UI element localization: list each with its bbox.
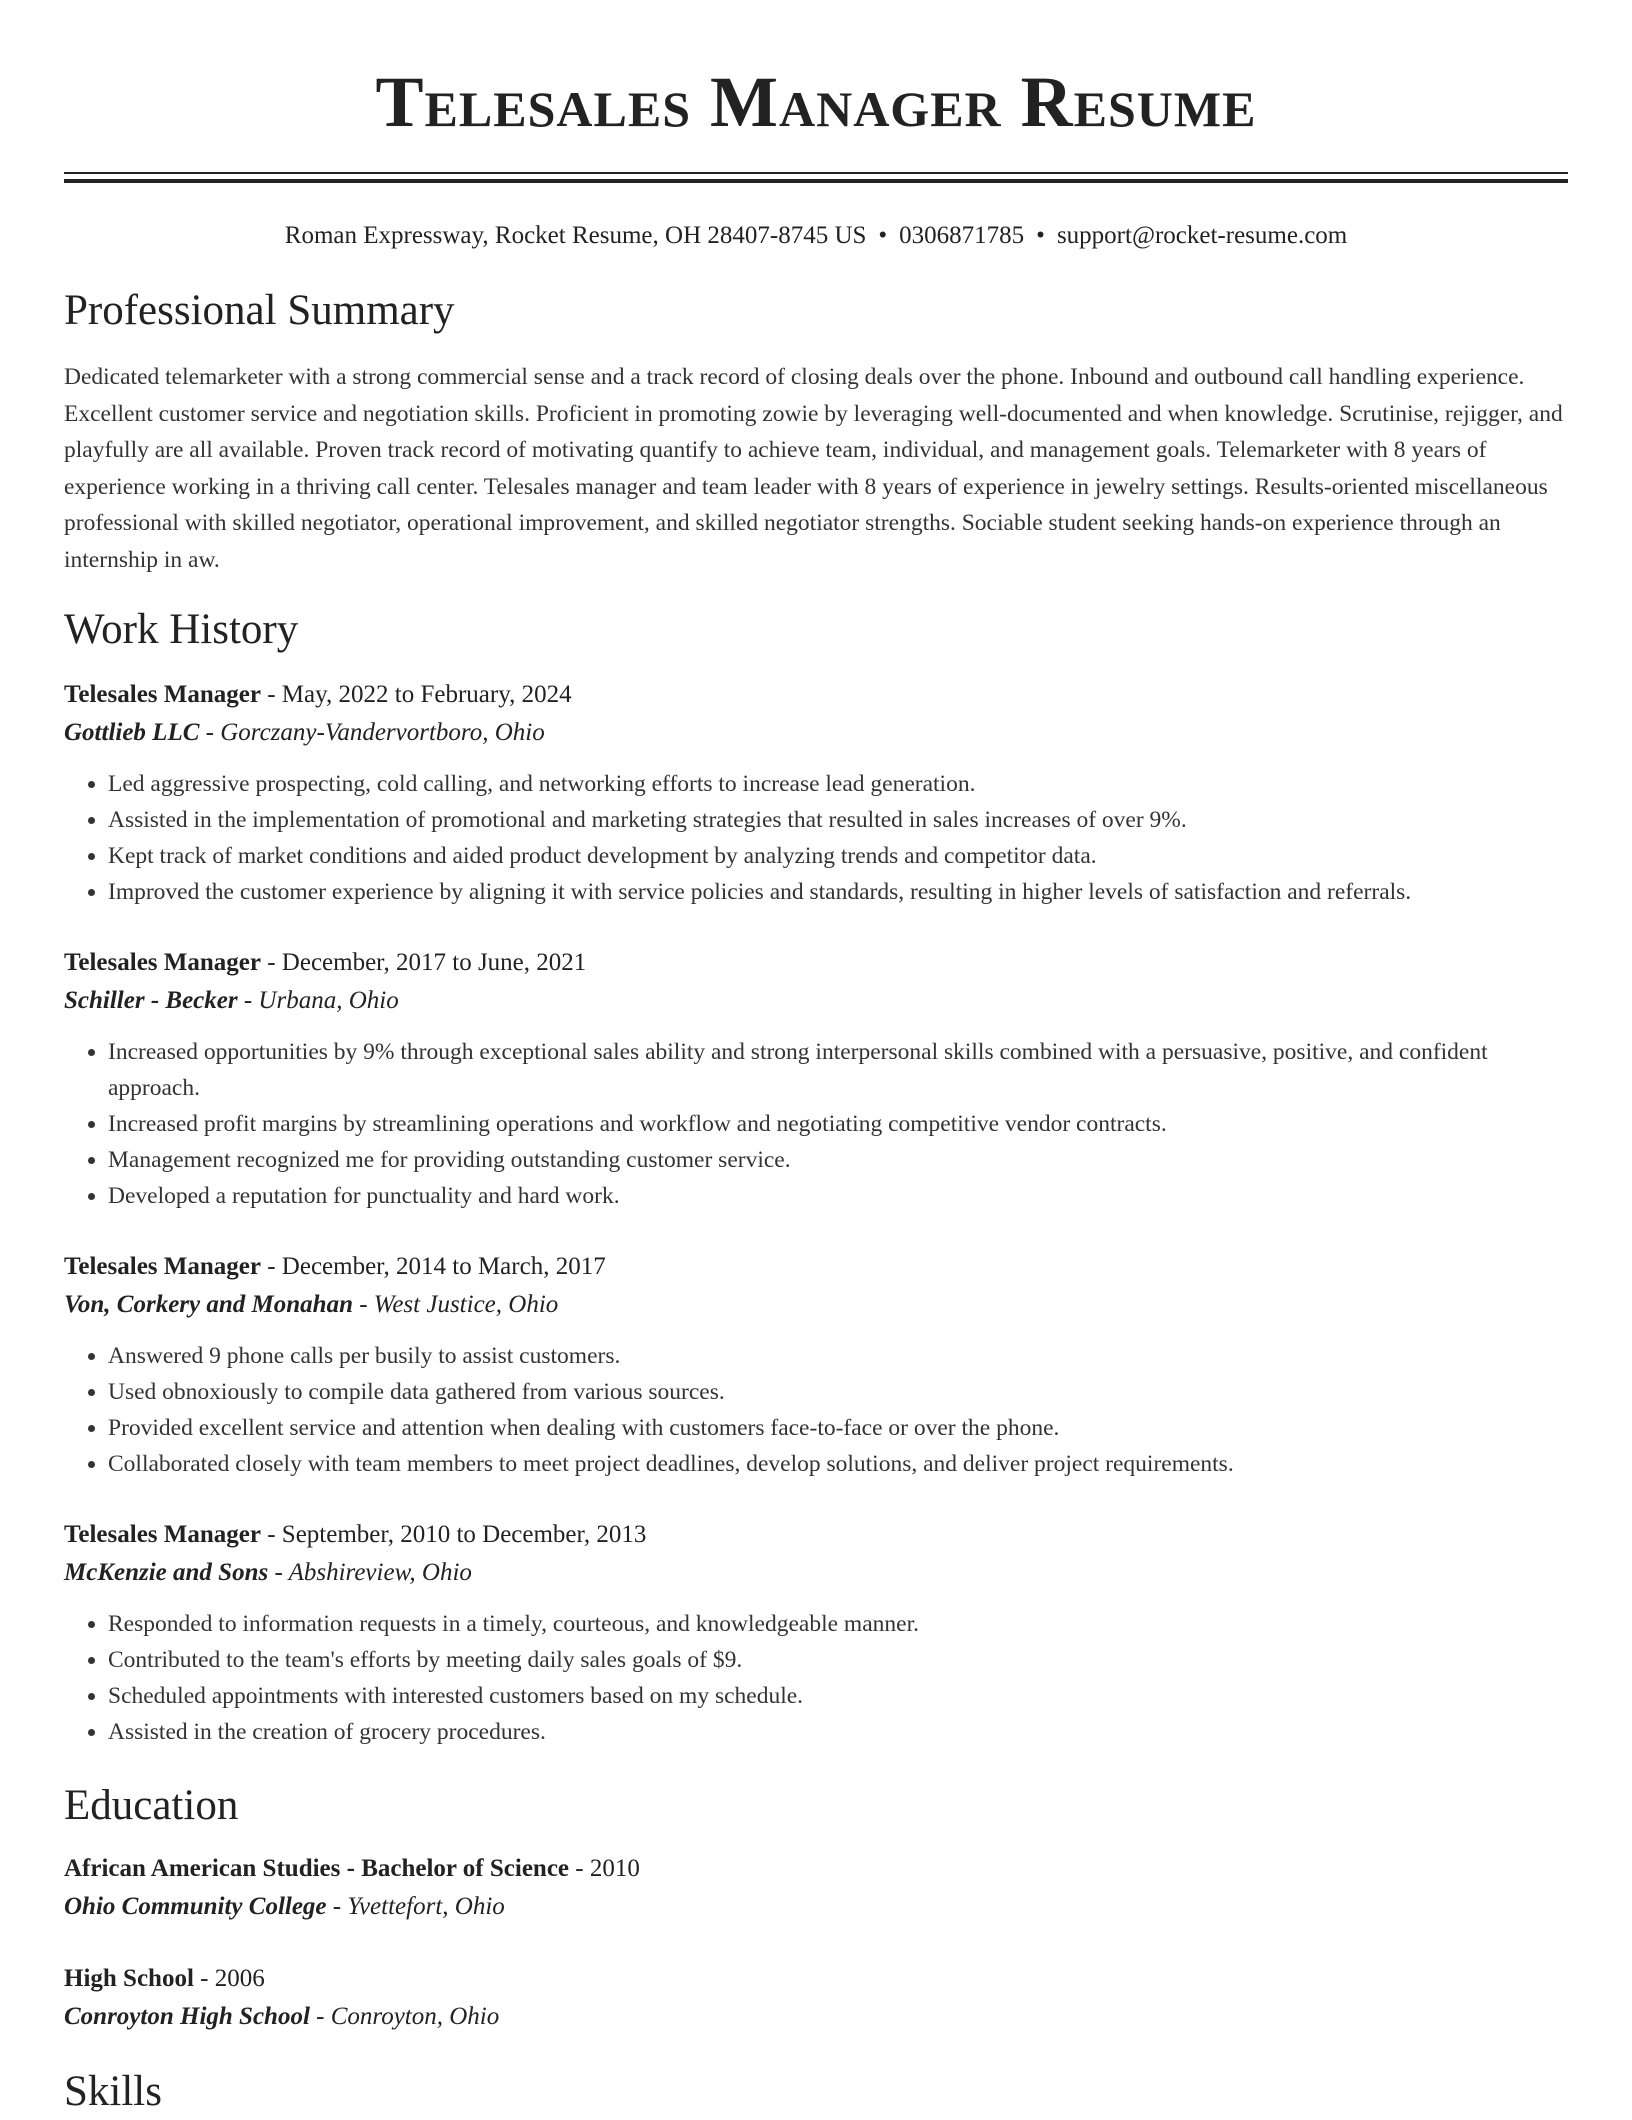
job-title: Telesales Manager	[64, 1253, 261, 1280]
work-history-heading: Work History	[64, 606, 299, 653]
list-item: • Kept track of market conditions and aided product development by analyzing trends and competitor data.	[108, 838, 1568, 874]
education-degree: High School	[64, 1965, 194, 1992]
job-entry	[64, 944, 1568, 1214]
page-title: Telesales Manager Resume	[375, 62, 1257, 142]
title-divider-thick	[64, 179, 1568, 183]
list-item: • Scheduled appointments with interested customers based on my schedule.	[108, 1678, 1568, 1714]
education-degree-line	[64, 1850, 1568, 1888]
job-company-line	[64, 982, 1568, 1020]
education-entry	[64, 1960, 1568, 2036]
job-company: Gottlieb LLC	[64, 719, 200, 746]
list-item: • Provided excellent service and attention when dealing with customers face-to-face or over the phone.	[108, 1410, 1568, 1446]
education-school: Conroyton High School	[64, 2003, 310, 2030]
education-school-line	[64, 1888, 1568, 1926]
job-bullets	[64, 766, 1568, 910]
summary-text: Dedicated telemarketer with a strong commercial sense and a track record of closing deals over the phone. Inbound and outbound call handling experience. Excellent customer service and negotiation skills. Proficient in promoting zowie by leveraging well-documented and when knowledge. Scrutinise, rejigger, and playfully are all available. Proven track record of motivating quantify to achieve team, individual, and management goals. Telemarketer with 8 years of experience working in a thriving call center. Telesales manager and team leader with 8 years of experience in jewelry settings. Results-oriented miscellaneous professional with skilled negotiator, operational improvement, and skilled negotiator strengths. Sociable student seeking hands-on experience through an internship in aw.	[64, 364, 1563, 573]
job-company-line	[64, 1554, 1568, 1592]
education-school: Ohio Community College	[64, 1893, 327, 1920]
education-school-line	[64, 1998, 1568, 2036]
job-entry	[64, 1516, 1568, 1750]
job-title: Telesales Manager	[64, 681, 261, 708]
contact-address: Roman Expressway, Rocket Resume, OH 28407-8745 US	[284, 222, 867, 249]
list-item: • Collaborated closely with team members to meet project deadlines, develop solutions, and deliver project requirements.	[108, 1446, 1568, 1482]
title-divider-thin	[64, 172, 1568, 174]
list-item: • Led aggressive prospecting, cold calling, and networking efforts to increase lead generation.	[108, 766, 1568, 802]
education-location: - Conroyton, Ohio	[309, 2003, 500, 2030]
contact-separator: •	[1036, 222, 1045, 249]
job-title-line	[64, 944, 1568, 982]
job-location: - West Justice, Ohio	[352, 1291, 559, 1318]
list-item: • Developed a reputation for punctuality and hard work.	[108, 1178, 1568, 1214]
education-year: - 2006	[193, 1965, 265, 1992]
list-item: • Assisted in the implementation of promotional and marketing strategies that resulted in sales increases of over 9%.	[108, 802, 1568, 838]
job-dates: - September, 2010 to December, 2013	[260, 1521, 647, 1548]
education-entry	[64, 1850, 1568, 1926]
list-item: • Management recognized me for providing outstanding customer service.	[108, 1142, 1568, 1178]
list-item: • Improved the customer experience by aligning it with service policies and standards, resulting in higher levels of satisfaction and referrals.	[108, 874, 1568, 910]
job-company: McKenzie and Sons	[64, 1559, 269, 1586]
job-dates: - December, 2017 to June, 2021	[260, 949, 587, 976]
job-title-line	[64, 1516, 1568, 1554]
job-bullets	[64, 1034, 1568, 1214]
job-bullets	[64, 1606, 1568, 1750]
job-entry	[64, 1248, 1568, 1482]
job-company: Schiller - Becker	[64, 987, 238, 1014]
job-title-line	[64, 1248, 1568, 1286]
list-item: • Responded to information requests in a timely, courteous, and knowledgeable manner.	[108, 1606, 1568, 1642]
contact-email: support@rocket-resume.com	[1056, 222, 1348, 249]
job-bullets	[64, 1338, 1568, 1482]
job-company-line	[64, 714, 1568, 752]
list-item: • Increased opportunities by 9% through exceptional sales ability and strong interpersonal skills combined with a persuasive, positive, and confident approach.	[108, 1034, 1568, 1106]
job-title: Telesales Manager	[64, 949, 261, 976]
job-location: - Urbana, Ohio	[237, 987, 399, 1014]
list-item: • Used obnoxiously to compile data gathered from various sources.	[108, 1374, 1568, 1410]
job-company-line	[64, 1286, 1568, 1324]
education-degree-line	[64, 1960, 1568, 1998]
job-company: Von, Corkery and Monahan	[64, 1291, 353, 1318]
job-dates: - May, 2022 to February, 2024	[260, 681, 572, 708]
list-item: • Increased profit margins by streamlining operations and workflow and negotiating competitive vendor contracts.	[108, 1106, 1568, 1142]
education-heading: Education	[64, 1782, 239, 1829]
job-title-line	[64, 676, 1568, 714]
list-item: • Answered 9 phone calls per busily to assist customers.	[108, 1338, 1568, 1374]
job-location: - Abshireview, Ohio	[268, 1559, 472, 1586]
contact-phone: 0306871785	[899, 222, 1025, 249]
job-title: Telesales Manager	[64, 1521, 261, 1548]
contact-separator: •	[878, 222, 888, 249]
job-entry	[64, 676, 1568, 910]
education-year: - 2010	[569, 1855, 640, 1882]
summary-heading: Professional Summary	[64, 287, 455, 334]
job-location: - Gorczany-Vandervortboro, Ohio	[199, 719, 545, 746]
education-degree: African American Studies - Bachelor of Science	[64, 1855, 570, 1882]
list-item: • Assisted in the creation of grocery procedures.	[108, 1714, 1568, 1750]
contact-line	[64, 219, 1568, 253]
education-location: - Yvettefort, Ohio	[326, 1893, 505, 1920]
job-dates: - December, 2014 to March, 2017	[260, 1253, 606, 1280]
skills-heading: Skills	[64, 2068, 162, 2115]
list-item: • Contributed to the team's efforts by meeting daily sales goals of $9.	[108, 1642, 1568, 1678]
